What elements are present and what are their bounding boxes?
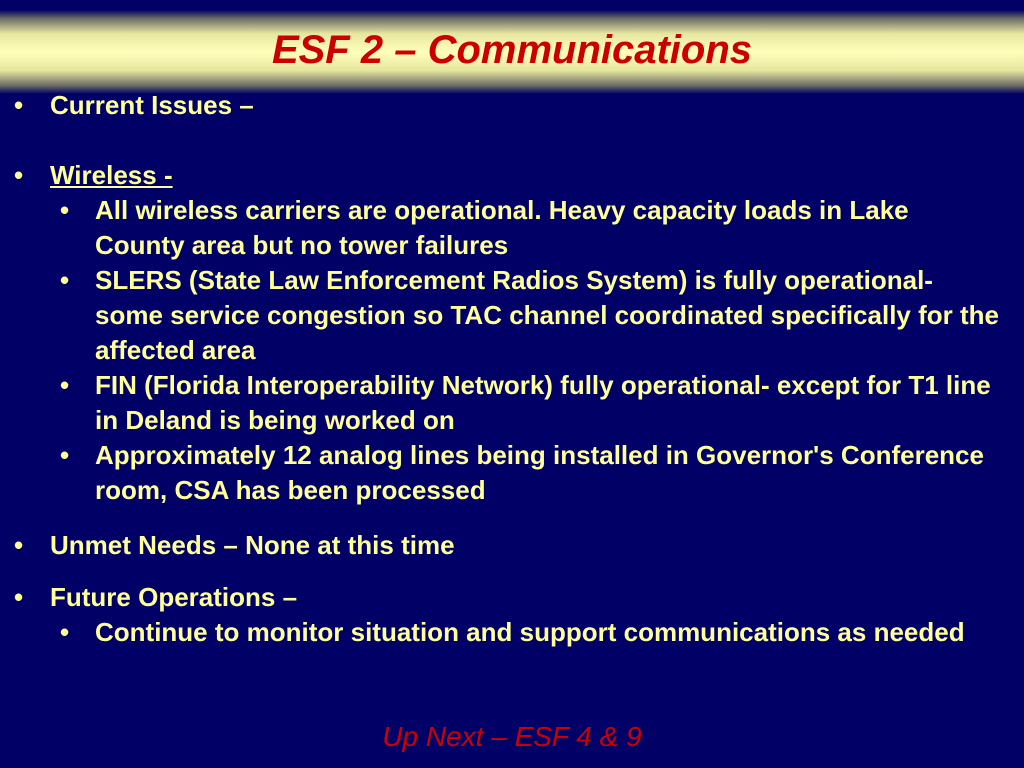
bullet-future-operations [0,580,1024,615]
bullet-text: Current Issues – [50,90,254,120]
bullet-current-issues [0,88,1024,123]
bullet-text: Future Operations – [50,582,298,612]
up-next-footer: Up Next – ESF 4 & 9 [382,721,642,752]
bullet-wireless [0,158,1024,193]
slide-title: ESF 2 – Communications [271,28,753,72]
bullet-text: Unmet Needs – None at this time [50,530,455,560]
sub-bullet-analog-lines [0,438,1024,508]
sub-bullet-slers [0,263,1024,368]
sub-bullet-wireless-carriers [0,193,1024,263]
bullet-dot: • [60,265,70,295]
bullet-dot: • [60,440,70,470]
bullet-text: Wireless - [50,160,173,190]
sub-bullet-continue-monitor [0,615,1024,650]
bullet-dot: • [60,370,70,400]
bullet-dot: • [14,582,24,612]
sub-bullet-text: Continue to monitor situation and support communications as needed [95,617,965,647]
sub-bullet-text: Approximately 12 analog lines being installed in Governor's Conference room, CSA has been processed [95,440,984,505]
bullet-dot: • [60,195,70,225]
sub-bullet-fin [0,368,1024,438]
sub-bullet-text: FIN (Florida Interoperability Network) fully operational- except for T1 line in Deland is being worked on [95,370,991,435]
sub-bullet-text: All wireless carriers are operational. Heavy capacity loads in Lake County area but no tower failures [95,195,909,260]
bullet-dot: • [14,160,24,190]
bullet-dot: • [14,530,24,560]
slide-content [0,88,1024,650]
bullet-dot: • [60,617,70,647]
bullet-dot: • [14,90,24,120]
bullet-unmet-needs [0,528,1024,563]
sub-bullet-text: SLERS (State Law Enforcement Radios System) is fully operational-some service congestion so TAC channel coordinated specifically for the affected area [95,265,999,365]
